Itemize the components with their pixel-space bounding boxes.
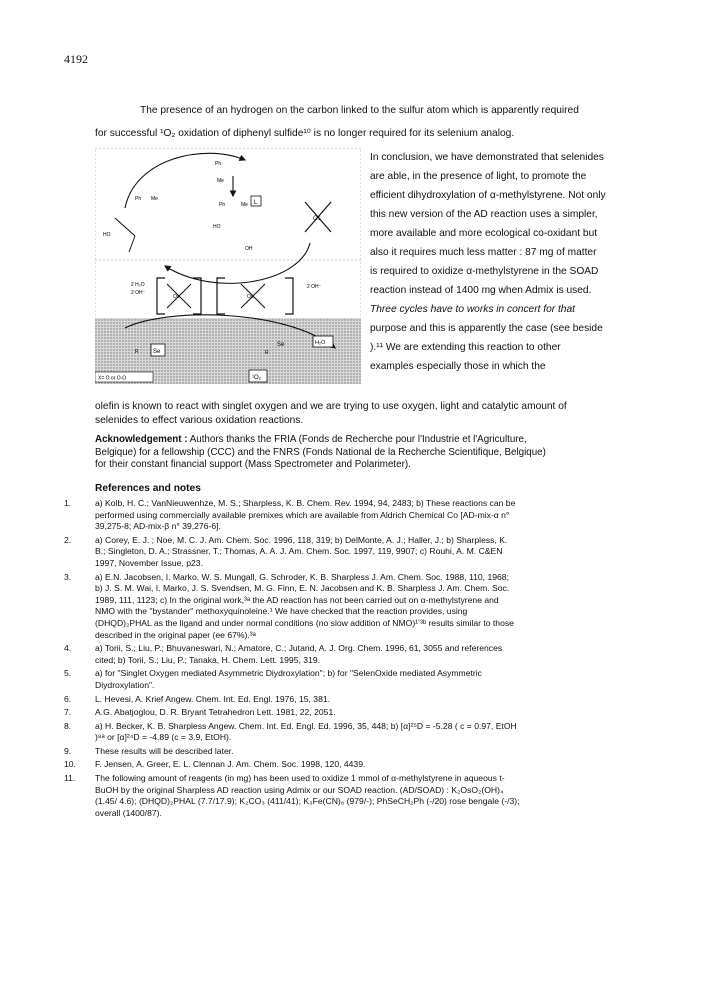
- reference-line: F. Jensen, A. Greer, E. L. Clennan J. Am. Chem. Soc. 1998, 120, 4439.: [95, 759, 366, 770]
- reference-number: 3.: [64, 571, 72, 582]
- reference-item: [64, 759, 674, 771]
- reference-number: 4.: [64, 643, 72, 654]
- fig-label-x-caption: X= O or O-O: [98, 375, 127, 382]
- reference-item: [64, 721, 674, 744]
- fig-label-r-left: R: [135, 349, 139, 355]
- acknowledgement-heading: Acknowledgement :: [95, 434, 188, 445]
- fig-label-ph-top: Ph: [215, 161, 222, 167]
- reference-line: These results will be described later.: [95, 745, 234, 756]
- acknowledgement-line: Authors thanks the FRIA (Fonds de Recherche pour l'Industrie et l'Agriculture,: [187, 434, 527, 445]
- reference-item: [64, 668, 674, 691]
- fig-label-os-left-bracket: Os: [173, 294, 180, 300]
- conclusion-line: ).¹¹ We are extending this reaction to other: [370, 342, 561, 353]
- reference-line: 1997, November Issue, p23.: [95, 557, 203, 568]
- references-title: References and notes: [95, 483, 201, 494]
- reference-line: b) J. S. M. Wai, I. Marko, J. S. Svendsen, M. G. Finn, E. N. Jacobsen and K. B. Sharpless J. Am. Chem. Soc.: [95, 583, 510, 594]
- fig-label-me-mid: Me: [241, 202, 248, 208]
- fig-label-2oh-right: 2 OH⁻: [307, 284, 322, 290]
- reference-line: a) E.N. Jacobsen, I. Marko, W. S. Mungall, G. Schroder, K. B. Sharpless J. Am. Chem. Soc. 1988, 110, 1968;: [95, 571, 509, 582]
- reference-item: [64, 707, 674, 719]
- conclusion-line: more available and more ecological co-oxidant but: [370, 228, 598, 239]
- reference-line: Diydroxylation".: [95, 679, 155, 690]
- reference-item: [64, 746, 674, 758]
- reference-number: 8.: [64, 720, 72, 731]
- reference-line: A.G. Abatjoglou, D. R. Bryant Tetrahedron Lett. 1981, 22, 2051.: [95, 707, 336, 718]
- fig-label-os-right: Os: [313, 216, 321, 222]
- reference-line: B.; Singleton, D. A.; Strassner, T.; Thomas, A. A. J. Am. Chem. Soc. 1997, 119, 9907; c) Rouhi, A. M. C&EN: [95, 546, 503, 557]
- reference-line: a) Kolb, H. C.; VanNieuwenhze, M. S.; Sharpless, K. B. Chem. Rev. 1994, 94, 2483; b) These reactions can be: [95, 498, 516, 508]
- reference-number: 10.: [64, 759, 76, 770]
- conclusion-line: are able, in the presence of light, to promote the: [370, 171, 587, 182]
- fig-label-2oh: 2 OH⁻: [131, 290, 146, 296]
- reference-number: 9.: [64, 745, 72, 756]
- fig-label-me-top: Me: [217, 178, 224, 184]
- fig-label-ph-mid: Ph: [219, 202, 226, 208]
- reaction-scheme-svg: [95, 148, 361, 384]
- reference-line: L. Hevesi, A. Krief Angew. Chem. Int. Ed. Engl. 1976, 15, 381.: [95, 693, 331, 704]
- reference-line: overall (1400/87).: [95, 807, 162, 818]
- reference-line: performed using commercially available premixes which are available from Aldrich Chemical Co [AD-mix-α n°: [95, 509, 510, 520]
- reference-line: (1.45/ 4.6); (DHQD)₂PHAL (7.7/17.9); K₂CO₃ (411/41); K₃Fe(CN)₆ (979/-); PhSeCH₂Ph (-/20) rose bengale (-/3);: [95, 796, 520, 807]
- reference-line: cited; b) Torii, S.; Liu, P.; Tanaka, H. Chem. Lett. 1995, 319.: [95, 654, 320, 665]
- reference-number: 7.: [64, 707, 72, 718]
- fig-label-r-right: R: [265, 350, 269, 356]
- reference-number: 11.: [64, 773, 76, 784]
- fig-label-l: L: [254, 200, 258, 206]
- reference-line: a) Torii, S.; Liu, P.; Bhuvaneswari, N.; Amatore, C.; Jutand, A. J. Org. Chem. 1996, 61, 3055 and references: [95, 643, 503, 654]
- intro-line-2: for successful ¹O₂ oxidation of diphenyl sulfide¹⁰ is no longer required for its selenium analog.: [95, 128, 515, 139]
- reference-line: a) Corey, E. J. ; Noe, M. C. J. Am. Chem. Soc. 1996, 118, 319; b) DelMonte, A. J.; Haller, J.; b) Sharpless, K.: [95, 534, 508, 545]
- reference-item: [64, 535, 674, 570]
- conclusion-line: In conclusion, we have demonstrated that selenides: [370, 152, 604, 163]
- continuation-line-2: selenides to effect various oxidation reactions.: [95, 415, 304, 426]
- conclusion-line: Three cycles have to works in concert for that: [370, 304, 575, 315]
- reference-item: [64, 694, 674, 706]
- reference-line: NMO with the "bystander" methoxyquinoleine.¹ We have checked that the reaction provides, using: [95, 606, 468, 617]
- acknowledgement: [95, 434, 670, 472]
- middle-cycle-arrow: [165, 243, 310, 283]
- fig-label-ho-left: HO: [103, 232, 111, 238]
- reference-line: a) H. Becker, K. B. Sharpless Angew. Chem. Int. Ed. Engl. Ed. 1996, 35, 448; b) [α]²⁵D = -5.28 ( c = 0.97, EtOH: [95, 720, 517, 731]
- reference-item: [64, 572, 674, 642]
- reference-line: a) for "Singlet Oxygen mediated Asymmetric Diydroxylation"; b) for "SelenOxide mediated Asymmetric: [95, 668, 482, 679]
- fig-label-se-right: Se: [277, 342, 285, 348]
- reference-item: [64, 773, 674, 819]
- fig-label-ph-left: Ph: [135, 196, 142, 202]
- reference-number: 1.: [64, 498, 72, 508]
- acknowledgement-line: Belgique) for a fellowship (CCC) and the FNRS (Fonds National de la Recherche Scientifique, Belgique): [95, 446, 546, 458]
- references-list: [64, 498, 674, 821]
- conclusion-line: this new version of the AD reaction uses a simpler,: [370, 209, 598, 220]
- fig-label-2h2o: 2 H₂O: [131, 282, 145, 288]
- reference-line: BuOH by the original Sharpless AD reaction using Admix or our SOAD reaction. (AD/SOAD) : K₂OsO₂(OH)₄: [95, 784, 504, 795]
- fig-label-me-left: Me: [151, 196, 158, 202]
- conclusion-line: reaction instead of 1400 mg when Admix is used.: [370, 285, 592, 296]
- conclusion-column: [370, 148, 670, 376]
- conclusion-line: also it requires much less matter : 87 mg of matter: [370, 247, 597, 258]
- reference-number: 5.: [64, 668, 72, 679]
- fig-label-singlet-o2: ¹O₂: [252, 375, 261, 381]
- reference-number: 2.: [64, 534, 72, 545]
- reference-line: 1989, 111, 1123; c) In the original work,³ᵃ the AD reaction has not been carried out on α-methylstyrene and: [95, 594, 499, 605]
- fig-label-se-left: Se: [153, 349, 161, 355]
- fig-label-h2o: H₂O: [315, 340, 326, 346]
- fig-label-ho-mid: HO: [213, 224, 221, 230]
- reference-item: [64, 643, 674, 666]
- reference-line: The following amount of reagents (in mg) has been used to oxidize 1 mmol of α-methylstyrene in aqueous t-: [95, 773, 505, 784]
- conclusion-line: purpose and this is apparently the case (see beside: [370, 323, 603, 334]
- fig-label-os-right-bracket: Os: [247, 294, 254, 300]
- reference-number: 6.: [64, 693, 72, 704]
- reference-item: [64, 498, 674, 533]
- continuation-line-1: olefin is known to react with singlet oxygen and we are trying to use oxygen, light and catalytic amount of: [95, 401, 567, 412]
- conclusion-line: is required to oxidize α-methylstyrene in the SOAD: [370, 266, 599, 277]
- conclusion-line: examples especially those in which the: [370, 361, 546, 372]
- reference-line: )⁸ᵃ or [α]²⁴D = -4.89 (c = 3.9, EtOH).: [95, 732, 232, 743]
- reference-line: 39,275-8; AD-mix-β n° 39,276-6].: [95, 521, 221, 532]
- reaction-scheme-figure: [95, 148, 361, 384]
- fig-label-oh-mid: OH: [245, 246, 253, 252]
- page-number: 4192: [64, 52, 88, 66]
- reference-line: described in the original paper (ee 67%).³ᵃ: [95, 629, 256, 640]
- top-cycle-arrow: [125, 153, 245, 208]
- acknowledgement-line: for their constant financial support (Mass Spectrometer and Polarimeter).: [95, 459, 411, 470]
- intro-line-1: The presence of an hydrogen on the carbon linked to the sulfur atom which is apparently required: [140, 105, 579, 116]
- reference-line: (DHQD)₂PHAL as the ligand and under normal conditions (no slow addition of NMO)¹ʼ³ᵇ results similar to those: [95, 617, 514, 628]
- conclusion-line: efficient dihydroxylation of α-methylstyrene. Not only: [370, 190, 606, 201]
